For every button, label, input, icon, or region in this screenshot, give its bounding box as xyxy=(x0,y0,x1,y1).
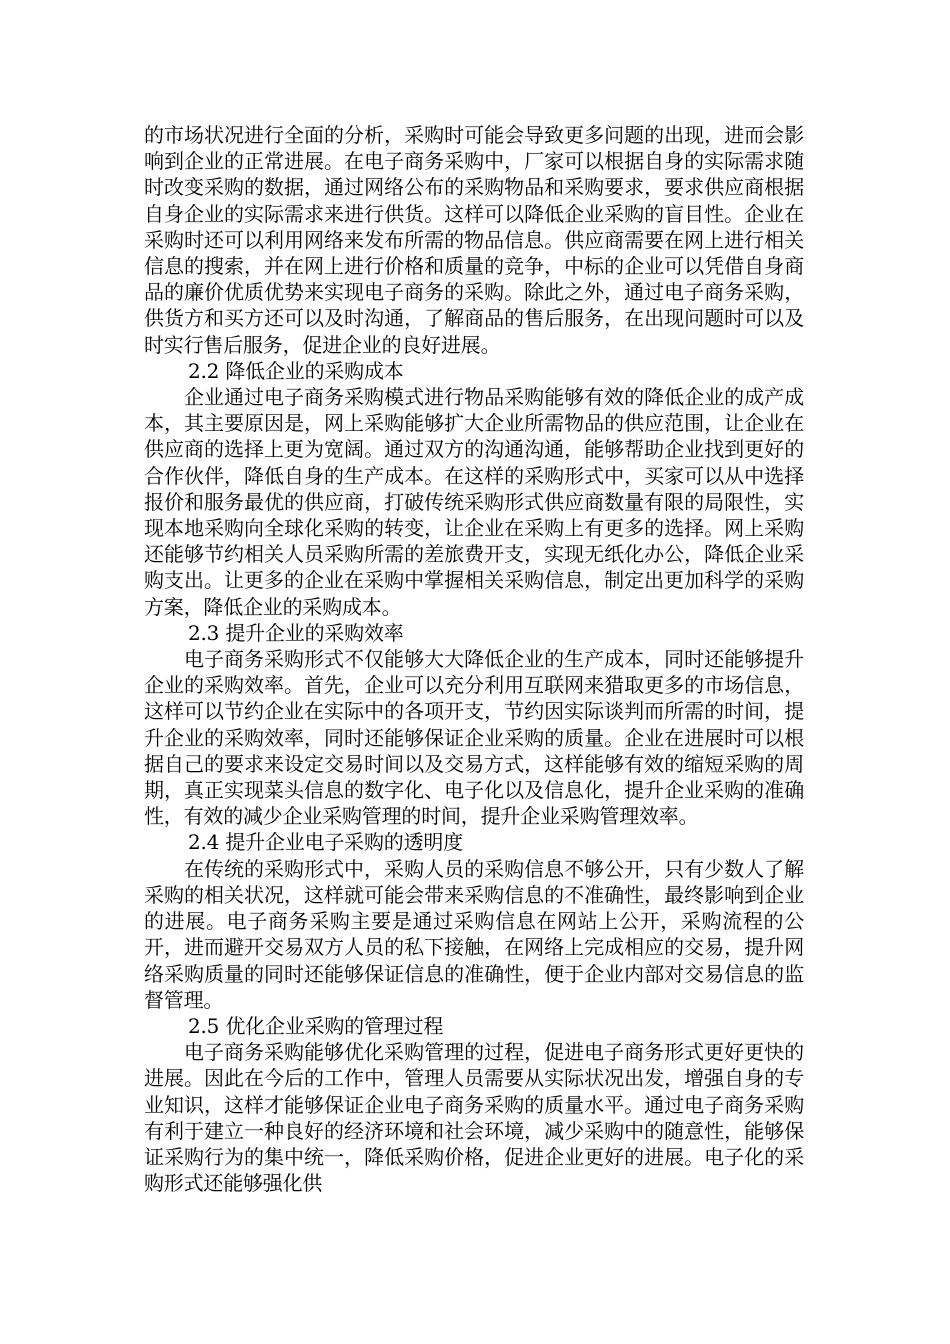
section-heading-2-5: 2.5 优化企业采购的管理过程 xyxy=(188,1013,444,1038)
document-body xyxy=(144,122,804,1196)
section-heading-2-2: 2.2 降低企业的采购成本 xyxy=(188,358,404,383)
paragraph-2-4: 在传统的采购形式中，采购人员的采购信息不够公开，只有少数人了解采购的相关状况，这样就可能会带来采购信息的不准确性，最终影响到企业的进展。电子商务采购主要是通过采购信息在网站上公开，采购流程的公开，进而避开交易双方人员的私下接触，在网络上完成相应的交易，提升网络采购质量的同时还能够保证信息的准确性，便于企业内部对交易信息的监督管理。 xyxy=(144,856,804,1012)
paragraph-intro-continued: 的市场状况进行全面的分析，采购时可能会导致更多问题的出现，进而会影响到企业的正常进展。在电子商务采购中，厂家可以根据自身的实际需求随时改变采购的数据，通过网络公布的采购物品和采购要求，要求供应商根据自身企业的实际需求来进行供货。这样可以降低企业采购的盲目性。企业在采购时还可以利用网络来发布所需的物品信息。供应商需要在网上进行相关信息的搜索，并在网上进行价格和质量的竞争，中标的企业可以凭借自身商品的廉价优质优势来实现电子商务的采购。除此之外，通过电子商务采购，供货方和买方还可以及时沟通，了解商品的售后服务，在出现问题时可以及时实行售后服务，促进企业的良好进展。 xyxy=(144,123,804,357)
paragraph-2-3: 电子商务采购形式不仅能够大大降低企业的生产成本，同时还能够提升企业的采购效率。首先，企业可以充分利用互联网来猎取更多的市场信息，这样可以节约企业在实际中的各项开支，节约因实际谈判而所需的时间，提升企业的采购效率，同时还能够保证企业采购的质量。企业在进展时可以根据自己的要求来设定交易时间以及交易方式，这样能够有效的缩短采购的周期，真正实现菜头信息的数字化、电子化以及信息化，提升企业采购的准确性，有效的减少企业采购管理的时间，提升企业采购管理效率。 xyxy=(144,647,804,829)
section-heading-2-4: 2.4 提升企业电子采购的透明度 xyxy=(188,830,463,855)
paragraph-2-2: 企业通过电子商务采购模式进行物品采购能够有效的降低企业的成产成本，其主要原因是，网上采购能够扩大企业所需物品的供应范围，让企业在供应商的选择上更为宽阔。通过双方的沟通沟通，能够帮助企业找到更好的合作伙伴，降低自身的生产成本。在这样的采购形式中，买家可以从中选择报价和服务最优的供应商，打破传统采购形式供应商数量有限的局限性，实现本地采购向全球化采购的转变，让企业在采购上有更多的选择。网上采购还能够节约相关人员采购所需的差旅费开支，实现无纸化办公，降低企业采购支出。让更多的企业在采购中掌握相关采购信息，制定出更加科学的采购方案，降低企业的采购成本。 xyxy=(144,385,804,619)
paragraph-2-5: 电子商务采购能够优化采购管理的过程，促进电子商务形式更好更快的进展。因此在今后的工作中，管理人员需要从实际状况出发，增强自身的专业知识，这样才能够保证企业电子商务采购的质量水平。通过电子商务采购有利于建立一种良好的经济环境和社会环境，减少采购中的随意性，能够保证采购行为的集中统一，降低采购价格，促进企业更好的进展。电子化的采购形式还能够强化供 xyxy=(144,1040,804,1196)
section-heading-2-3: 2.3 提升企业的采购效率 xyxy=(188,620,404,645)
